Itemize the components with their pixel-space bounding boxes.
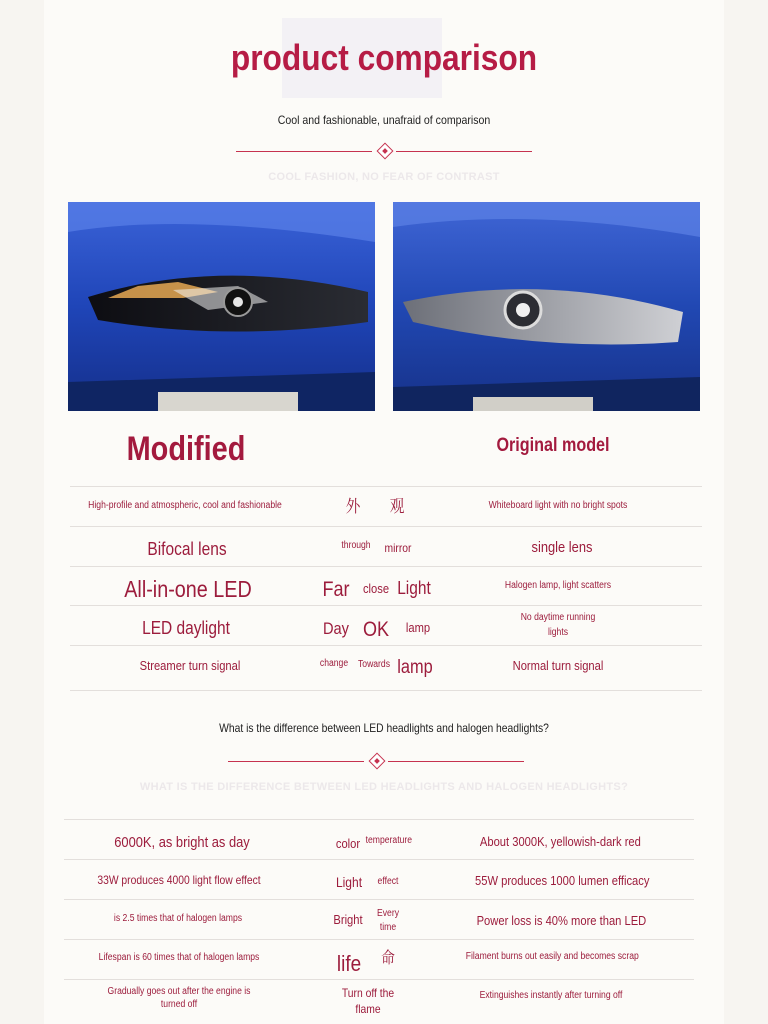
spec5-left-line2: turned off [160, 999, 198, 1010]
ghost-caption: COOL FASHION, NO FEAR OF CONTRAST [268, 171, 500, 183]
spec3-right: Power loss is 40% more than LED [476, 913, 647, 928]
row2-left: Bifocal lens [147, 539, 227, 559]
spec2-right: 55W produces 1000 lumen efficacy [475, 873, 650, 888]
spec1-left: 6000K, as bright as day [114, 834, 250, 851]
page-subtitle: Cool and fashionable, unafraid of comparison [277, 113, 491, 127]
spec5-right: Extinguishes instantly after turning off [479, 990, 623, 1001]
diamond-ornament-icon [369, 753, 386, 770]
spec4-mid-1: life [336, 951, 362, 976]
page-title: product comparison [230, 37, 538, 78]
spec2-mid-1: Light [335, 874, 363, 890]
spec3-mid-1: Bright [333, 912, 363, 927]
spec2-left: 33W produces 4000 light flow effect [97, 873, 261, 887]
row1-mid-1: 外 [345, 497, 361, 516]
row3-right: Halogen lamp, light scatters [504, 580, 612, 591]
spec2-mid-2: effect [377, 876, 399, 887]
spec5-mid-line2: flame [355, 1002, 381, 1016]
spec5-left-line1: Gradually goes out after the engine is [107, 986, 251, 997]
row4-mid-3: lamp [405, 620, 431, 635]
modified-title: Modified [126, 430, 246, 468]
row5-mid-3: lamp [397, 657, 433, 678]
row5-mid-2: Towards [357, 659, 391, 670]
spec1-mid-1: color [335, 836, 361, 851]
spec4-left: Lifespan is 60 times that of halogen lamps [98, 952, 260, 963]
spec4-right: Filament burns out easily and becomes scrap [465, 951, 639, 962]
original-model-title: Original model [496, 435, 610, 456]
row4-right-line2: lights [547, 627, 569, 638]
row4-right-line1: No daytime running [520, 612, 596, 623]
row5-left: Streamer turn signal [139, 658, 241, 673]
row4-mid-2: OK [362, 618, 390, 641]
row1-mid-2: 观 [389, 497, 405, 516]
row2-right: single lens [531, 539, 593, 556]
diamond-ornament-icon [377, 143, 394, 160]
spec1-mid-2: temperature [365, 835, 413, 846]
row3-mid-1: Far [322, 578, 350, 601]
row5-mid-1: change [319, 658, 349, 669]
modified-headlight-photo [68, 202, 375, 411]
original-headlight-photo [393, 202, 700, 411]
row3-left: All-in-one LED [124, 576, 252, 602]
spec4-mid-2: 命 [381, 950, 395, 967]
row1-right: Whiteboard light with no bright spots [488, 500, 628, 511]
ghost-question: WHAT IS THE DIFFERENCE BETWEEN LED HEADLIGHTS AND HALOGEN HEADLIGHTS? [139, 781, 629, 793]
spec5-mid-line1: Turn off the [341, 986, 395, 1000]
row3-mid-2: close [362, 581, 390, 596]
row1-left: High-profile and atmospheric, cool and fashionable [88, 500, 282, 511]
row4-left: LED daylight [142, 618, 230, 638]
spec3-mid-3: time [379, 922, 397, 933]
row4-mid-1: Day [322, 619, 349, 638]
row3-mid-3: Light [397, 578, 431, 598]
row2-mid-2: mirror [384, 541, 412, 555]
spec1-right: About 3000K, yellowish-dark red [479, 834, 641, 849]
row2-mid-1: through [341, 540, 371, 551]
divider-middle [228, 755, 524, 767]
spec3-mid-2: Every [377, 908, 399, 919]
question-text: What is the difference between LED headlights and halogen headlights? [219, 721, 549, 735]
divider-top [236, 145, 532, 157]
spec3-left: is 2.5 times that of halogen lamps [113, 913, 243, 924]
row5-right: Normal turn signal [512, 658, 604, 673]
